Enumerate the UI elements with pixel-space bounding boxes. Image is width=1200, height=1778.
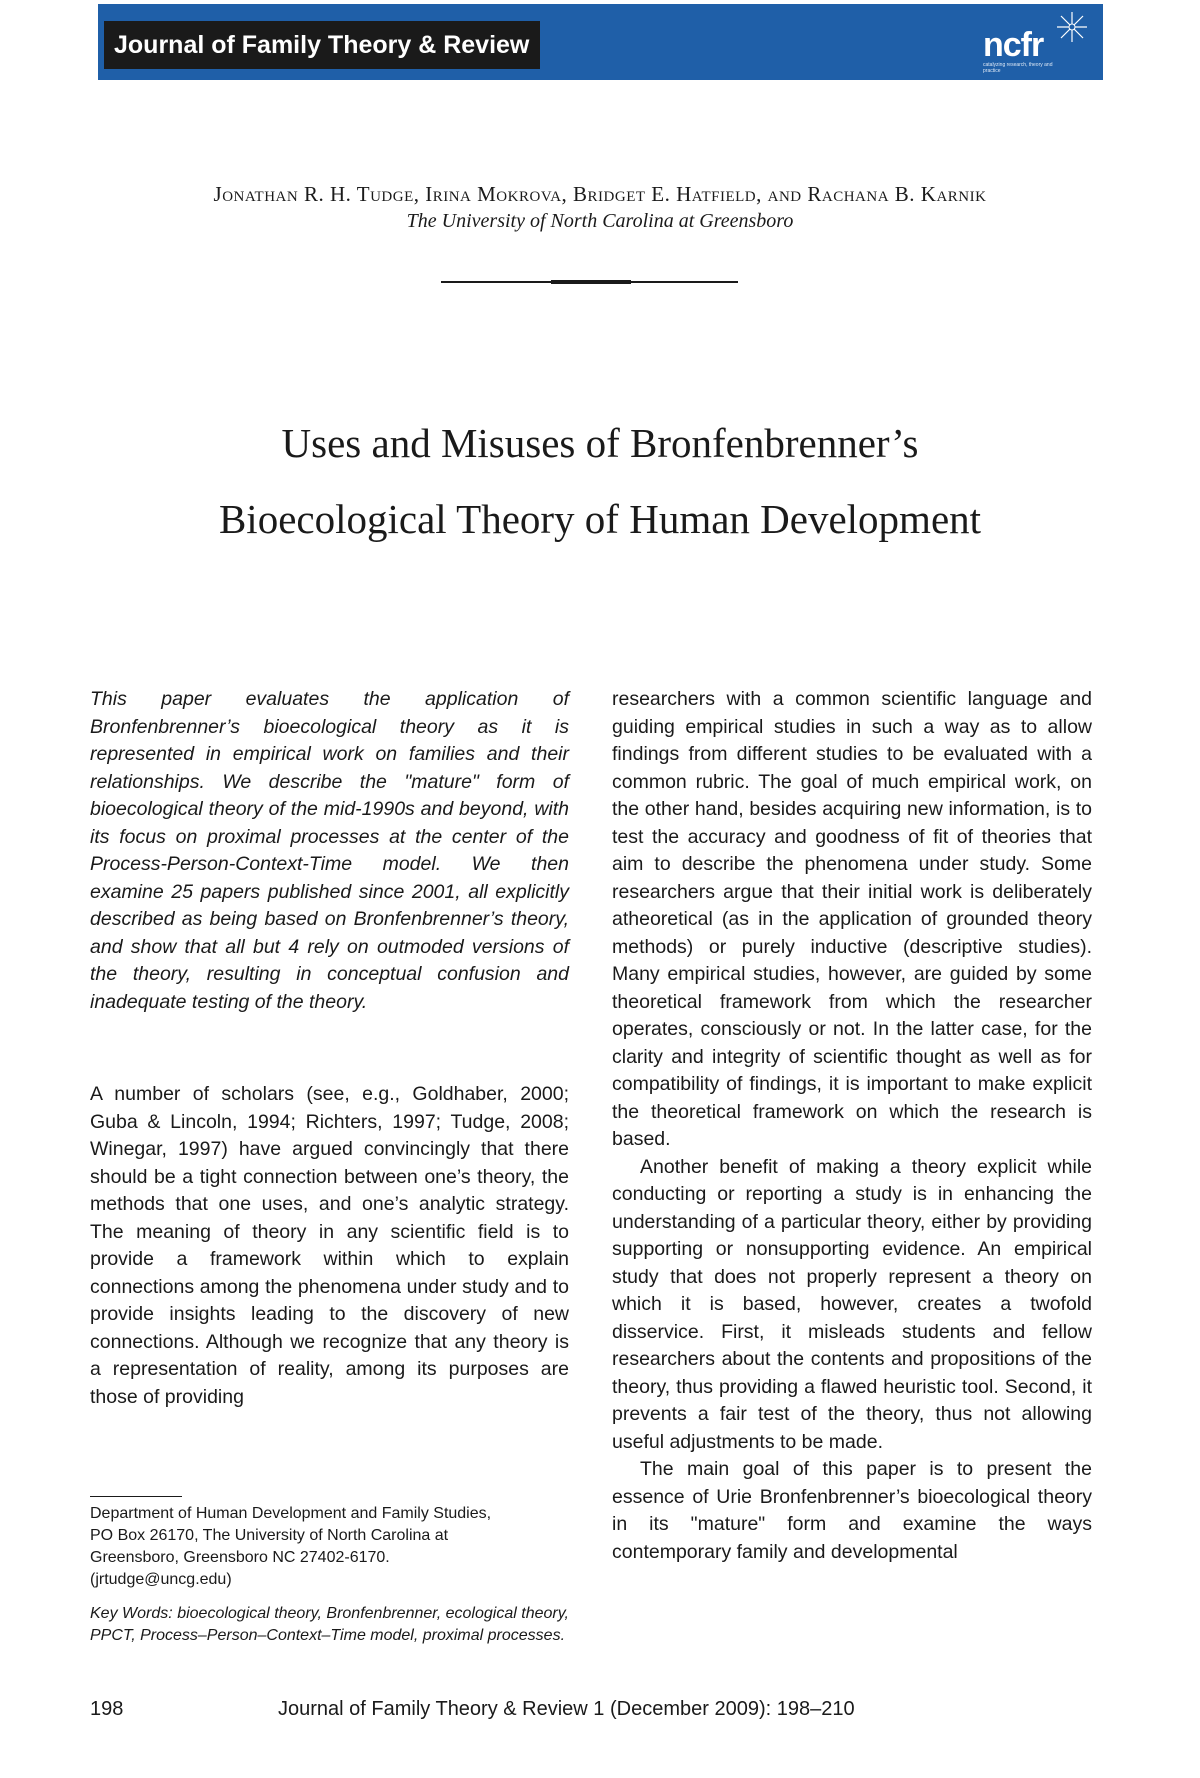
logo-tagline: catalyzing research, theory and practice xyxy=(983,62,1053,74)
title-divider xyxy=(441,281,738,283)
keywords: Key Words: bioecological theory, Bronfenbrenner, ecological theory, PPCT, Process–Person–Context–Time model, proximal processes. xyxy=(90,1605,569,1644)
journal-title: Journal of Family Theory & Review xyxy=(104,21,540,69)
paper-title xyxy=(0,405,1200,557)
footnote-divider xyxy=(90,1496,182,1497)
page-number: 198 xyxy=(90,1698,124,1720)
abstract: This paper evaluates the application of Bronfenbrenner’s bioecological theory as it is represented in empirical work on families and their relationships. We describe the "mature" form of bioecological theory of the mid-1990s and beyond, with its focus on proximal processes at the center of the Process-Person-Context-Time model. We then examine 25 papers published since 2001, all explicitly described as being based on Bronfenbrenner’s theory, and show that all but 4 rely on outmoded versions of the theory, resulting in conceptual confusion and inadequate testing of the theory. xyxy=(90,688,569,1013)
journal-citation: Journal of Family Theory & Review 1 (December 2009): 198–210 xyxy=(278,1698,855,1720)
footnote-line: Greensboro, Greensboro NC 27402-6170. xyxy=(90,1549,390,1566)
logo-text: ncfr xyxy=(983,26,1044,64)
footnote-line: PO Box 26170, The University of North Carolina at xyxy=(90,1527,449,1544)
intro-paragraph: A number of scholars (see, e.g., Goldhaber, 2000; Guba & Lincoln, 1994; Richters, 1997; Tudge, 2008; Winegar, 1997) have argued convincingly that there should be a tight connection between one’s theory, the methods that one uses, and one’s analytic strategy. The meaning of theory in any scientific field is to provide a framework within which to explain connections among the phenomena under study and to provide insights leading to the discovery of new connections. Although we recognize that any theory is a representation of reality, among its purposes are those of providing xyxy=(90,1083,569,1408)
footnote xyxy=(90,1503,569,1591)
body-paragraph: Another benefit of making a theory explicit while conducting or reporting a study is in enhancing the understanding of a particular theory, either by providing supporting or nonsupporting evidence. An empirical study that does not properly represent a theory on which it is based, however, creates a twofold disservice. First, it misleads students and fellow researchers about the contents and propositions of the theory, thus providing a flawed heuristic tool. Second, it prevents a fair test of the theory, thus not allowing useful adjustments to be made. xyxy=(612,1155,1092,1453)
footnote-email: (jrtudge@uncg.edu) xyxy=(90,1571,232,1588)
title-line: Bioecological Theory of Human Development xyxy=(218,496,982,542)
body-paragraph: researchers with a common scientific language and guiding empirical studies in such a way as to allow findings from different studies to be evaluated with a common rubric. The goal of much empirical work, on the other hand, besides acquiring new information, is to test the accuracy and goodness of fit of theories that aim to describe the phenomena under study. Some researchers argue that their initial work is deliberately atheoretical (as in the application of grounded theory methods) or purely inductive (descriptive studies). Many empirical studies, however, are guided by some theoretical framework from which the researcher operates, consciously or not. In the latter case, for the clarity and integrity of scientific thought as well as for compatibility of findings, it is important to make explicit the theoretical framework on which the research is based. xyxy=(612,688,1092,1150)
footnote-line: Department of Human Development and Family Studies, xyxy=(90,1505,492,1522)
ncfr-logo xyxy=(979,10,1089,76)
right-column xyxy=(612,686,1092,1566)
star-burst-icon xyxy=(1055,10,1089,44)
title-line: Uses and Misuses of Bronfenbrenner’s xyxy=(281,420,919,466)
journal-banner xyxy=(98,4,1103,80)
affiliation: The University of North Carolina at Greensboro xyxy=(406,210,794,232)
body-paragraph: The main goal of this paper is to present the essence of Urie Bronfenbrenner’s bioecological theory in its "mature" form and examine the ways contemporary family and developmental xyxy=(612,1458,1092,1563)
author-list: Jonathan R. H. Tudge, Irina Mokrova, Bridget E. Hatfield, and Rachana B. Karnik xyxy=(213,182,987,206)
